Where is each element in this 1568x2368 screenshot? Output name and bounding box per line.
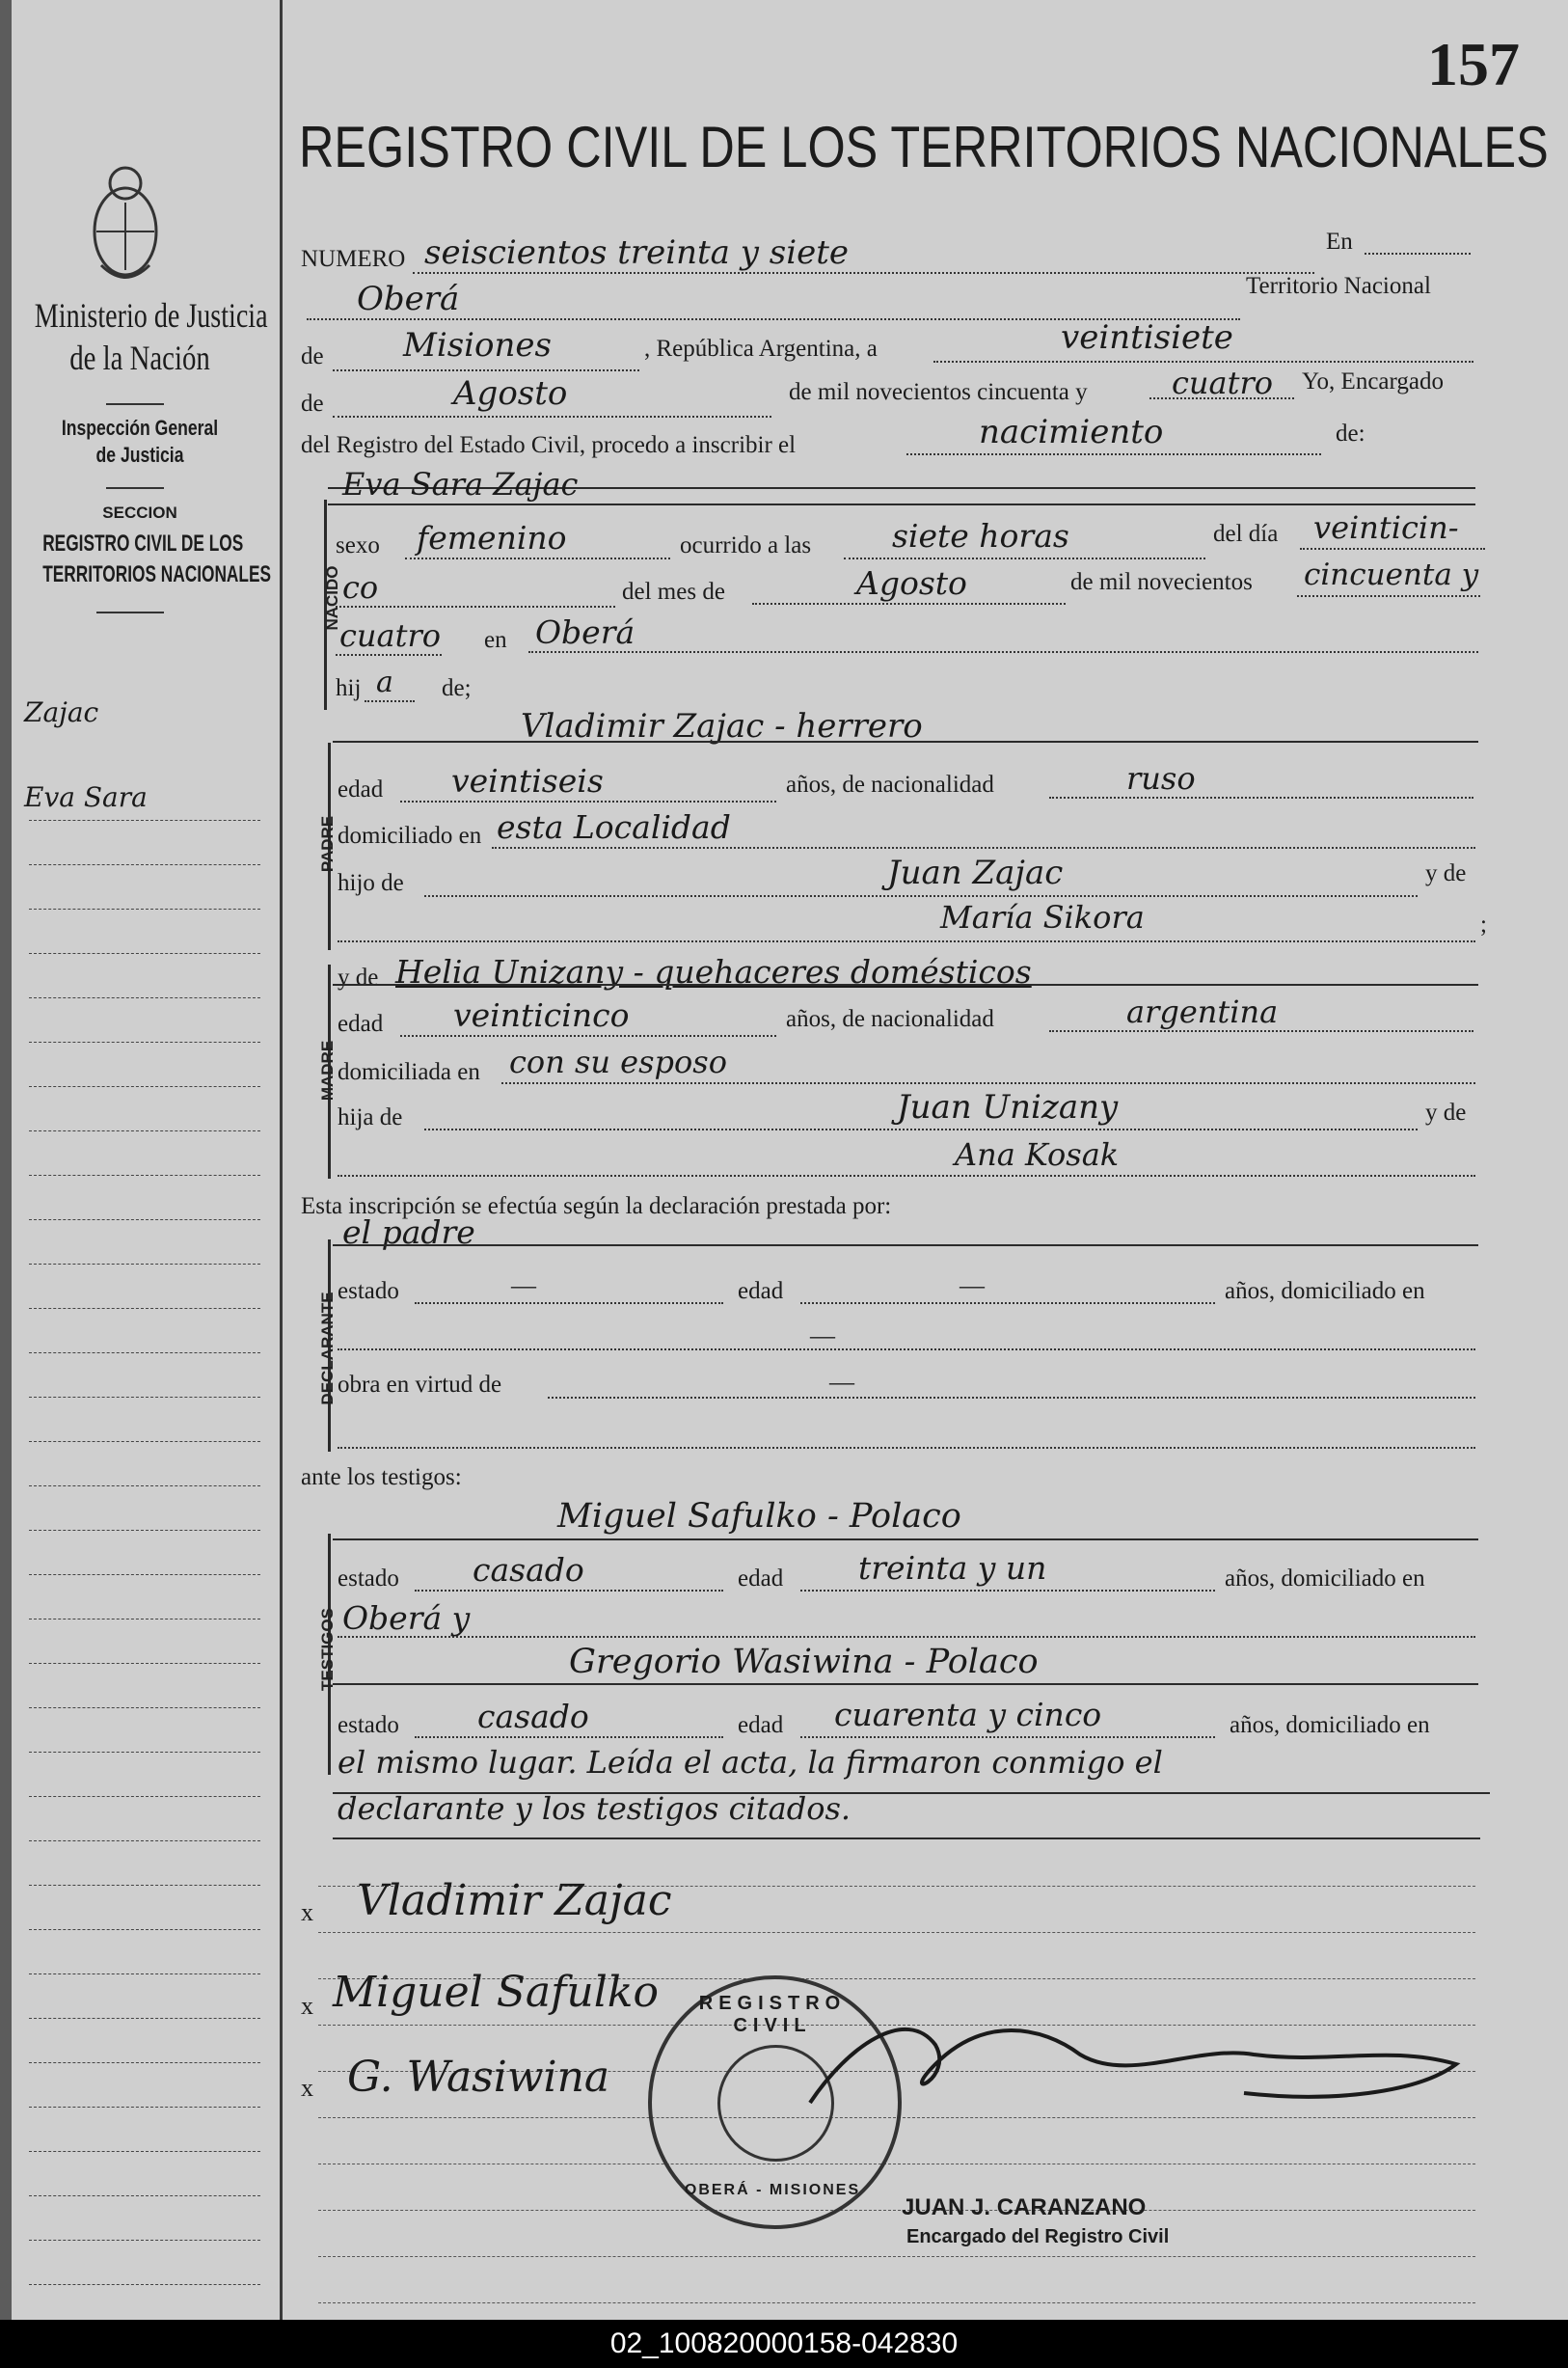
madre-father-value: Juan Unizany: [897, 1088, 1119, 1127]
witness2-estado-value: casado: [477, 1698, 589, 1735]
stamp-bottom-text: OBERÁ - MISIONES: [684, 2182, 861, 2198]
nacido-label: NACIDO: [323, 565, 341, 631]
x-mark-2: x: [301, 1992, 313, 2020]
margin-column: [0, 0, 283, 2320]
ocurrido-label: ocurrido a las: [680, 532, 812, 558]
padre-y-de-label: y de: [1425, 860, 1467, 886]
margin-ruled-line: [29, 1574, 260, 1575]
margin-ruled-line: [29, 1973, 260, 1974]
padre-hijo-label: hijo de: [338, 870, 404, 896]
margin-ruled-line: [29, 1840, 260, 1841]
margin-ruled-line: [29, 1929, 260, 1930]
madre-anos-label: años, de nacionalidad: [786, 1006, 994, 1032]
madre-edad-value: veinticinco: [453, 996, 630, 1034]
republica-label: , República Argentina, a: [644, 336, 878, 362]
witness2-edad-label: edad: [738, 1712, 784, 1738]
ministry-line-2: de la Nación: [69, 339, 210, 377]
numero-value: seiscientos treinta y siete: [424, 233, 850, 272]
nacido-name: Eva Sara Zajac: [342, 466, 579, 503]
margin-ruled-line: [29, 909, 260, 910]
madre-domicilio-value: con su esposo: [509, 1044, 727, 1080]
padre-anos-label: años, de nacionalidad: [786, 772, 994, 798]
testigos-label: TESTIGOS: [318, 1608, 337, 1691]
margin-ruled-line: [29, 1441, 260, 1442]
place-value: Oberá: [357, 280, 460, 318]
coat-of-arms-emblem: [82, 154, 169, 289]
padre-label: PADRE: [318, 815, 337, 873]
witness1-edad-label: edad: [738, 1565, 784, 1592]
margin-ruled-line: [29, 1663, 260, 1664]
closing-line-2: declarante y los testigos citados.: [338, 1790, 852, 1827]
witness1-domicilio-value: Oberá y: [342, 1599, 471, 1637]
declarante-obra-label: obra en virtud de: [338, 1372, 502, 1398]
dia-label: del día: [1213, 521, 1279, 547]
padre-father-value: Juan Zajac: [887, 854, 1064, 892]
inspection-line-2: de Justicia: [95, 443, 184, 467]
margin-given-names: Eva Sara: [24, 781, 148, 813]
declarante-estado-dash: —: [511, 1271, 536, 1299]
margin-ruled-line: [29, 1130, 260, 1131]
declarante-estado-label: estado: [338, 1278, 399, 1304]
signature-2: Miguel Safulko: [333, 1968, 659, 2017]
anio-label: de mil novecientos: [1070, 569, 1253, 595]
witness1-estado-value: casado: [473, 1551, 584, 1589]
margin-ruled-line: [29, 1086, 260, 1087]
year-text: de mil novecientos cincuenta y: [789, 379, 1088, 405]
margin-ruled-line: [29, 2107, 260, 2108]
x-mark-3: x: [301, 2074, 313, 2102]
margin-ruled-line: [29, 1885, 260, 1886]
margin-ruled-line: [29, 1264, 260, 1265]
section-line-1: REGISTRO CIVIL DE LOS: [42, 531, 244, 557]
padre-edad-value: veintiseis: [451, 762, 604, 800]
margin-ruled-line: [29, 2062, 260, 2063]
witness2-name: Gregorio Wasiwina - Polaco: [569, 1643, 1039, 1681]
witness1-name: Miguel Safulko - Polaco: [557, 1497, 961, 1536]
dia-value-2: co: [342, 569, 379, 606]
declarante-edad-dash: —: [960, 1271, 985, 1299]
anio-value-2: cuatro: [339, 617, 442, 654]
anio-value-1: cincuenta y: [1304, 558, 1479, 592]
madre-nacionalidad-value: argentina: [1126, 993, 1279, 1030]
mes-label: del mes de: [622, 579, 725, 605]
margin-ruled-line: [29, 953, 260, 954]
inspection-line-1: Inspección General: [61, 416, 219, 440]
signature-3: G. Wasiwina: [347, 2053, 610, 2102]
day-value: veintisiete: [1061, 318, 1233, 357]
margin-ruled-line: [29, 1175, 260, 1176]
encargado-text: Yo, Encargado: [1302, 368, 1444, 395]
margin-surname: Zajac: [24, 696, 99, 728]
margin-ruled-line: [29, 2151, 260, 2152]
margin-ruled-line: [29, 997, 260, 998]
margin-ruled-line: [29, 2195, 260, 2196]
de-label-1: de: [301, 343, 324, 369]
registro-text: del Registro del Estado Civil, procedo a inscribir el: [301, 432, 797, 458]
witness2-edad-value: cuarenta y cinco: [834, 1696, 1102, 1733]
en-label: En: [1326, 229, 1353, 255]
signature-1: Vladimir Zajac: [357, 1876, 672, 1925]
declarante-edad-label: edad: [738, 1278, 784, 1304]
witness2-anos-domicilio: años, domiciliado en: [1230, 1712, 1430, 1738]
page-number: 157: [1427, 30, 1520, 98]
territorio-label: Territorio Nacional: [1246, 273, 1431, 299]
madre-y-de-label: y de: [1425, 1100, 1467, 1126]
hij-suffix: a: [376, 666, 393, 699]
padre-domicilio-label: domiciliado en: [338, 823, 482, 849]
hij-label: hij: [336, 675, 362, 701]
page-title: REGISTRO CIVIL DE LOS TERRITORIOS NACIONALES: [299, 115, 1549, 179]
mes-value: Agosto: [856, 564, 967, 602]
declarante-value: el padre: [342, 1213, 475, 1251]
signature-ruled-line: [318, 2302, 1475, 2303]
madre-name: Helia Unizany - quehaceres domésticos: [395, 953, 1032, 991]
sexo-value: femenino: [417, 519, 567, 557]
padre-mother-value: María Sikora: [940, 899, 1145, 936]
declarante-line-dash: —: [810, 1321, 835, 1349]
section-label: SECCION: [102, 504, 177, 522]
numero-label: NUMERO: [301, 246, 406, 272]
madre-y-de-label: y de: [338, 965, 379, 991]
margin-ruled-line: [29, 1707, 260, 1708]
declarante-anos-domicilio: años, domiciliado en: [1225, 1278, 1425, 1304]
madre-mother-value: Ana Kosak: [955, 1136, 1120, 1173]
margin-ruled-line: [29, 1219, 260, 1220]
officer-name: JUAN J. CARANZANO: [902, 2194, 1147, 2220]
declarante-intro: Esta inscripción se efectúa según la declaración prestada por:: [301, 1193, 892, 1219]
madre-edad-label: edad: [338, 1011, 384, 1037]
signature-ruled-line: [318, 2256, 1475, 2257]
witness2-estado-label: estado: [338, 1712, 399, 1738]
sexo-label: sexo: [336, 532, 380, 558]
margin-ruled-line: [29, 820, 260, 821]
madre-domicilio-label: domiciliada en: [338, 1059, 480, 1085]
witness1-anos-domicilio: años, domiciliado en: [1225, 1565, 1425, 1592]
padre-edad-label: edad: [338, 776, 384, 803]
year-value: cuatro: [1172, 365, 1274, 401]
hora-value: siete horas: [892, 517, 1069, 555]
act-value: nacimiento: [979, 413, 1164, 451]
territory-value: Misiones: [403, 326, 552, 365]
margin-ruled-line: [29, 1530, 260, 1531]
margin-ruled-line: [29, 1752, 260, 1753]
margin-ruled-line: [29, 864, 260, 865]
stamp-top-text: REGISTRO CIVIL: [698, 1993, 847, 2036]
nacido-en-label: en: [484, 627, 507, 653]
declarante-label: DECLARANTE: [318, 1292, 337, 1405]
margin-ruled-line: [29, 1352, 260, 1353]
padre-domicilio-value: esta Localidad: [497, 808, 731, 846]
margin-ruled-line: [29, 1397, 260, 1398]
section-line-2: TERRITORIOS NACIONALES: [42, 561, 272, 587]
declarante-obra-dash: —: [829, 1368, 854, 1396]
x-mark-1: x: [301, 1898, 313, 1926]
padre-nacionalidad-value: ruso: [1126, 760, 1196, 797]
image-id-caption: 02_100820000158-042830: [0, 2320, 1568, 2368]
margin-ruled-line: [29, 1796, 260, 1797]
margin-ruled-line: [29, 1485, 260, 1486]
madre-label: MADRE: [318, 1040, 337, 1102]
nacido-de-label: de;: [442, 675, 472, 701]
padre-name: Vladimir Zajac - herrero: [521, 707, 923, 746]
closing-line-1: el mismo lugar. Leída el acta, la firmaron conmigo el: [338, 1744, 1163, 1781]
officer-title: Encargado del Registro Civil: [906, 2226, 1170, 2247]
margin-ruled-line: [29, 2240, 260, 2241]
month-value: Agosto: [453, 374, 568, 413]
margin-ruled-line: [29, 2018, 260, 2019]
padre-semicolon: ;: [1480, 912, 1487, 938]
signature-ruled-line: [318, 1932, 1475, 1933]
madre-hija-label: hija de: [338, 1104, 403, 1130]
witness1-estado-label: estado: [338, 1565, 399, 1592]
lugar-value: Oberá: [535, 613, 635, 651]
de-colon: de:: [1336, 421, 1365, 447]
ministry-line-1: Ministerio de Justicia: [34, 296, 268, 335]
de-label-2: de: [301, 391, 324, 417]
testigos-intro: ante los testigos:: [301, 1464, 462, 1490]
signature-ruled-line: [318, 2210, 1475, 2211]
officer-signature: [791, 1987, 1485, 2132]
witness1-edad-value: treinta y un: [858, 1549, 1047, 1587]
dia-value-1: veinticin-: [1313, 509, 1459, 546]
margin-ruled-line: [29, 2284, 260, 2285]
margin-ruled-line: [29, 1308, 260, 1309]
margin-ruled-line: [29, 1042, 260, 1043]
